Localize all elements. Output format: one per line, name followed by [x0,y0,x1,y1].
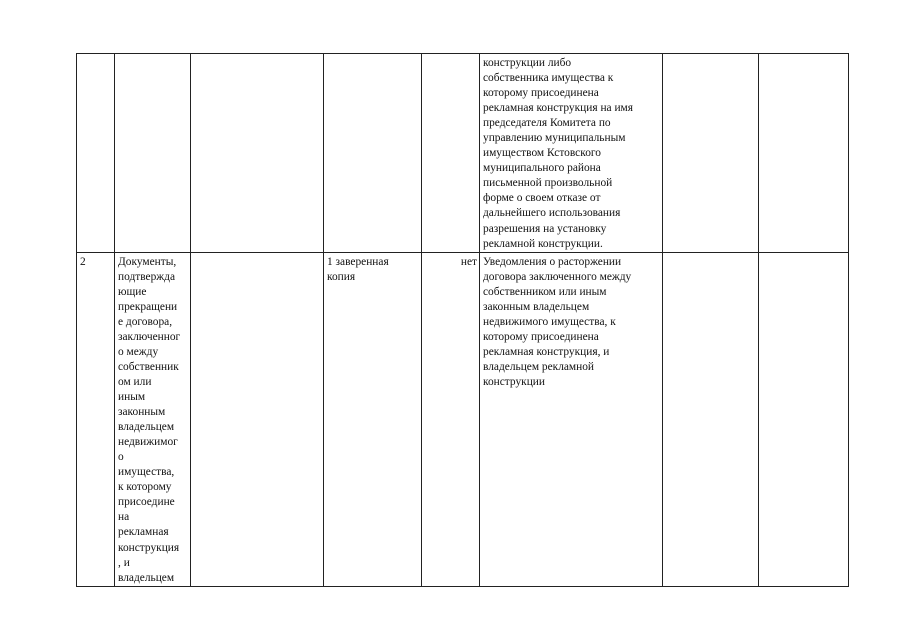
copies-cell [324,54,422,253]
required-cell [422,54,480,253]
table-row [77,54,849,253]
notes-cell: конструкции либо собственника имущества к которому присоединена рекламная конструкция на имя председателя Комитета по управлению муниципальным имуществом Кстовского муниципального района письменной произвольной форме о своем отказе от дальнейшего использования разрешения на установку рекламной конструкции. [480,54,663,253]
empty-cell [663,252,759,586]
document-name-cell [115,54,191,253]
empty-cell [759,54,849,253]
document-name-cell: Документы, подтвержда ющие прекращени е договора, заключенног о между собственник ом или иным законным владельцем недвижимог о имущества, к которому присоедине на рекламная конструкция , и владельцем [115,252,191,586]
table-row [77,252,849,586]
row-number-cell [77,54,115,253]
empty-cell [191,54,324,253]
required-cell: нет [422,252,480,586]
notes-cell: Уведомления о расторжении договора заключенного между собственником или иным законным владельцем недвижимого имущества, к которому присоединена рекламная конструкция, и владельцем рекламной конструкции [480,252,663,586]
empty-cell [191,252,324,586]
row-number-cell: 2 [77,252,115,586]
empty-cell [759,252,849,586]
copies-cell: 1 заверенная копия [324,252,422,586]
document-table [76,53,849,587]
empty-cell [663,54,759,253]
